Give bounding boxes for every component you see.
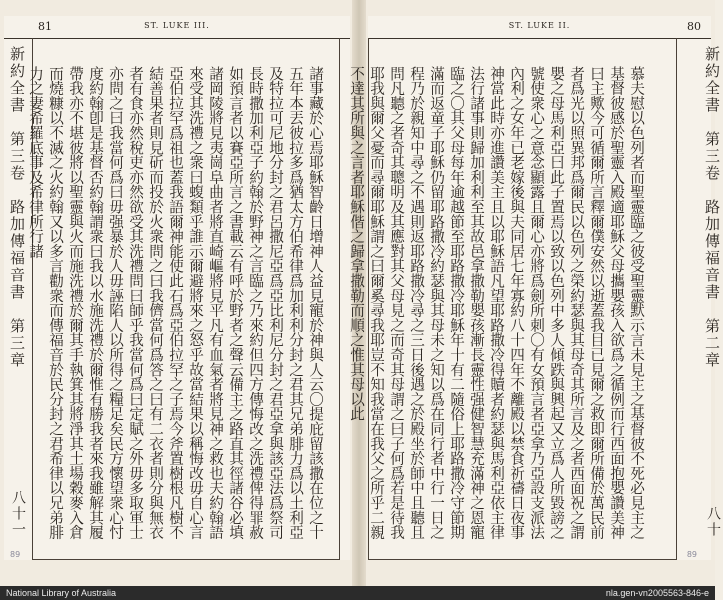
library-footer-bar — [0, 586, 715, 600]
left-footer-number: 八十一 — [10, 490, 26, 538]
left-handnote: 89 — [10, 550, 21, 559]
left-page — [4, 16, 350, 560]
left-text-frame — [27, 38, 340, 560]
right-handnote: 89 — [686, 550, 697, 559]
left-body-text: 諸事藏於心焉耶穌智齡日增神人益見寵於神與人云〇提庇留該撒在位之十五年本丟彼拉多爲猶太方伯希律爲加利利分封之君其兄弟腓力爲以土利亞及特拉可尼地分封之君呂撒尼亞爲亞比利尼分封之君亞拿與該亞法爲祭司長時撒加利亞子約翰於野神之言臨之乃來約但四方傳悔改之洗禮俾得罪赦如預言者以賽亞所言之書載云有呼於野者之聲云備主之路直其徑諸谷必填諸岡陵將見夷崗阜曲者將直崎嶇將見平凡有血氣者將見神之救也夫約翰語來受其洗禮之衆曰蝮類乎誰示爾避將來之怒乎故當結果以稱悔改毋自心言亞伯拉罕爲祖也蓋我語爾神能使此石爲亞伯拉罕之子焉今斧置樹根凡樹不結善果者則見斫而投於火衆問之曰我儕當何爲答之曰有二衣者則分與無衣者有食亦然稅吏亦然欲受其洗禮問曰師乎我當何爲曰定賦之外毋多取軍士亦問之曰我當何爲曰毋强暴於人毋誣陷人以所得之糧足矣民方懷望衆心忖度約翰卽是基督否約翰謂衆曰我以水施洗禮於爾惟有勝我者來我雖解其履帶我亦不堪彼將以聖靈與火而施洗禮於爾其手執箕其將淨其土場穀麥入倉而燒糠以不滅之火約翰又以多言勸衆而傳福音於民分封之君希律以兄弟腓力之妻希羅底事及希律所行諸 — [27, 66, 324, 540]
library-name: National Library of Australia — [6, 588, 117, 598]
image-identifier: nla.gen-vn2005563-846-e — [605, 588, 709, 598]
right-running-head: ST. LUKE II. — [508, 21, 571, 30]
left-running-head: ST. LUKE III. — [144, 21, 210, 30]
right-page-number: 80 — [687, 20, 701, 33]
right-footer-number: 八十 — [705, 506, 721, 538]
right-page-header — [368, 16, 711, 39]
left-page-number: 81 — [38, 20, 52, 33]
right-page — [348, 16, 721, 560]
right-body-text: 慕夫慰以色列者而聖靈臨之彼受聖靈默示言未見主之基督彼不死必見主之基督彼感於聖靈入殿適耶穌父母攜嬰孩入欲爲之循例而行西面抱嬰讚美神曰主歟今可循爾所言釋爾僕安然以逝蓋我目已見爾之救即爾所備於萬民前者爲光以照異邦爲爾民以色列之榮約瑟與其母奇其所言及之者西面祝之謂嬰之母馬利亞曰此子置焉以致以色列中多人傾跌與興起又立爲人所毀謗之號使衆心之意念顯露且爾心亦將爲劍所刺〇有女預言者亞拿乃亞設支派法內利之女年已老嫁後與夫同居七年寡約八十四年不離殿以禁食祈禱日夜事神當此時亦進讚美主且以耶穌語凡望耶路撒冷得贖者約瑟與馬利亞依主律法行諸事則歸加利利至其故邑拿撒勒嬰孩漸長靈性强健智慧充滿神之恩寵臨之〇其父母每年逾越節至耶路撒冷耶穌年十有二隨俗上耶路撒冷守節期滿而返童子耶穌仍留耶路撒冷約瑟與其母未之知以爲在同行者中行一日之程乃於親知中尋之不遇則返耶路撒冷尋之三日後遇之於殿坐於師中且聽且問凡聽之者奇其聰明及其應對其父母見之而奇其母謂之曰子何爲若是待我耶我與爾父憂而尋爾耶穌謂之曰爾奚尋我耶豈不知我當在我父之所乎二親不達其所與之言者耶穌偕之歸拿撒勒而順之惟其母以此 — [348, 66, 645, 540]
right-text-frame — [348, 38, 677, 560]
right-margin-title: 新約全書 第三卷 路加傳福音書 第二章 — [703, 46, 721, 369]
left-page-header — [4, 16, 350, 39]
left-margin-title: 新約全書 第三卷 路加傳福音書 第三章 — [8, 46, 26, 369]
